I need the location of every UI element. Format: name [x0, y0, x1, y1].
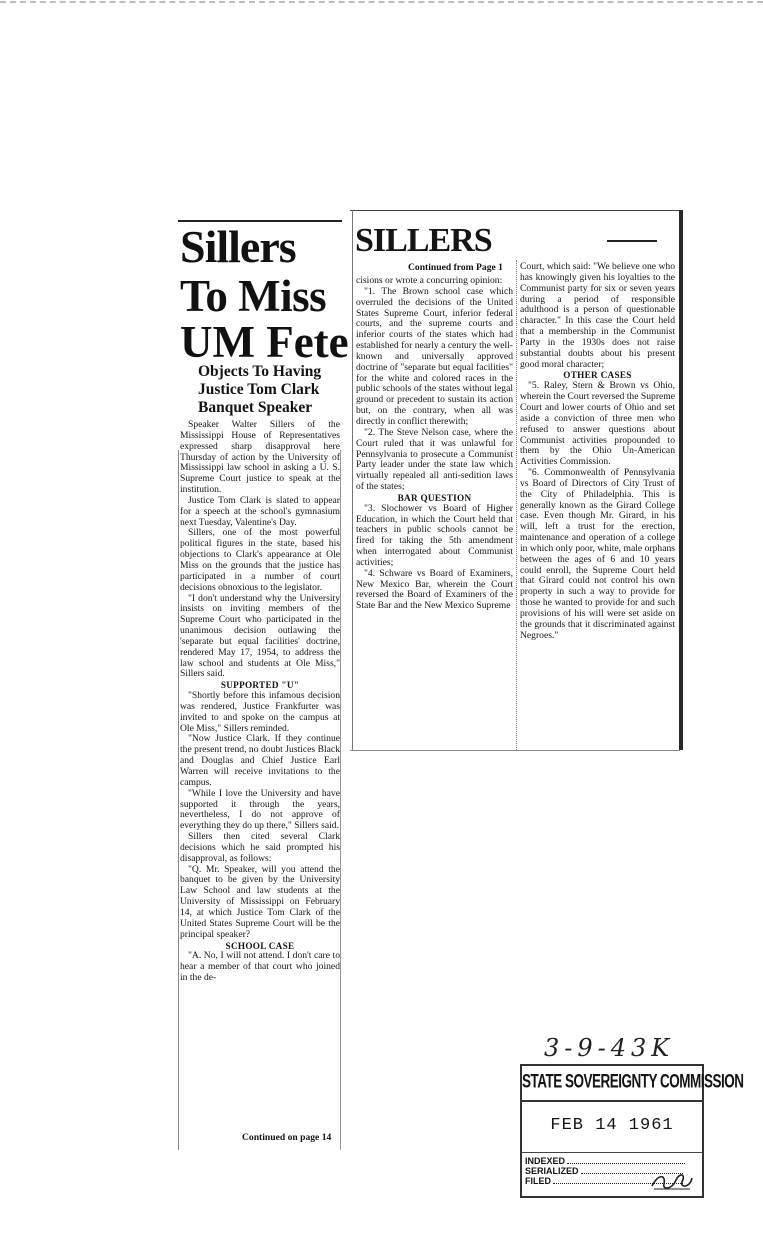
- paragraph: "5. Raley, Stern & Brown vs Ohio, wherein the Court reversed the Supreme Court and lower courts of Ohio and set aside a conviction of three men who refused to answer questions about Communist activities propounded to them by the Ohio Un-American Activities Commission.: [520, 380, 675, 468]
- paragraph: "A. No, I will not attend. I don't care to hear a member of that court who joined in the de-: [180, 950, 340, 984]
- subhead-supported: SUPPORTED "U": [220, 680, 300, 691]
- column-right-rule: [340, 450, 341, 1150]
- paragraph: "Q. Mr. Speaker, will you attend the banquet to be given by the University Law School and law students at the University of Mississippi on February 14, at which Justice Tom Clark of the United States Supreme Court will be the principal speaker?: [180, 863, 340, 940]
- paragraph: Justice Tom Clark is slated to appear for a speech at the school's gymnasium next Tuesday, Valentine's Day.: [180, 494, 340, 528]
- paragraph: "4. Schware vs Board of Examiners, New Mexico Bar, wherein the Court reversed the Board of Examiners of the State Bar and the New Mexico Supreme: [356, 567, 513, 612]
- paragraph: "1. The Brown school case which overruled the decisions of the United States Supreme Court, inferior federal courts, and the supreme courts and inferior courts of the states which had established for nearly a century the well-known and universally approved doctrine of "separate but equal facilities" for the white and colored races in the public schools of the states without legal ground or precedent to sustain its action but, on the contrary, when all was directly in conflict therewith;: [356, 285, 513, 427]
- paragraph: Sillers then cited several Clark decisions which he said prompted his disapproval, as follows:: [180, 831, 340, 864]
- paragraph: "I don't understand why the University insists on inviting members of the Supreme Court who participated in the unanimous decision outlawing the 'separate but equal facilities' doctrine, rendered May 17, 1954, to address the law school and students at Ole Miss," Sillers said.: [180, 592, 340, 680]
- right-news-clipping: [350, 210, 687, 755]
- deck-line-1: Objects To Having: [198, 363, 322, 380]
- subhead-other-cases: OTHER CASES: [563, 370, 632, 381]
- paragraph: "Now Justice Clark. If they continue the present trend, no doubt Justices Black and Douglas and Chief Justice Earl Warren will receive invitations to the campus.: [180, 733, 340, 788]
- column-divider: [516, 260, 517, 750]
- deck-line-3: Banquet Speaker: [198, 399, 313, 416]
- stamp-title: STATE SOVEREIGNTY COMMISSION: [522, 1070, 744, 1092]
- headline-dash: [607, 240, 657, 242]
- headline-line-1: Sillers: [180, 221, 296, 272]
- left-news-clipping: [178, 220, 349, 1158]
- stamp-indexed-label: INDEXED: [525, 1156, 566, 1166]
- subhead-bar-question: BAR QUESTION: [397, 492, 472, 503]
- clipping-left-rule: [352, 210, 353, 750]
- subhead-school-case: SCHOOL CASE: [225, 940, 295, 951]
- initials-scribble: [650, 1170, 694, 1192]
- headline-line-2: To Miss: [180, 271, 327, 321]
- column-left-rule: [178, 450, 179, 1150]
- left-article-body: [180, 420, 340, 984]
- paragraph: "Shortly before this infamous decision was rendered, Justice Frankfurter was invited to and spoke on the campus at Ole Miss," Sillers reminded.: [180, 690, 340, 734]
- continuation-headline: SILLERS: [355, 222, 492, 259]
- stamp-divider: [522, 1100, 702, 1102]
- paragraph: "3. Slochower vs Board of Higher Education, in which the Court held that teachers in public schools cannot be fired for taking the 5th amendment when interrogated about Communist activities;: [356, 502, 513, 568]
- clipping-top-rule: [350, 210, 680, 211]
- paragraph: Speaker Walter Sillers of the Mississippi House of Representatives expressed sharp disapproval here Thursday of action by the University of Mississippi law school in asking a U. S. Supreme Court justice to speak at the institution.: [180, 419, 340, 496]
- right-article-column-2: [520, 262, 675, 642]
- stamp-filed-label: FILED: [525, 1176, 551, 1186]
- stamp-divider: [522, 1152, 702, 1153]
- paragraph: "While I love the University and have supported it through the years, nevertheless, I do not approve of everything they do up there," Sillers said.: [180, 787, 340, 832]
- continued-on-page: Continued on page 14: [242, 1132, 332, 1143]
- handwritten-file-number: 3-9-43K: [544, 1034, 675, 1062]
- paragraph: Sillers, one of the most powerful political figures in the state, based his objections to Clark's appearance at Ole Miss on the grounds that the justice has participated in a number of court decisions obnoxious to the legislator.: [180, 527, 340, 593]
- stamp-date: FEB 14 1961: [550, 1116, 674, 1135]
- paragraph: "2. The Steve Nelson case, where the Court ruled that it was unlawful for Pennsylvania to prosecute a Communist Party leader under the state law which virtually repealed all anti-sedition laws of the states;: [356, 426, 513, 493]
- paragraph: cisions or wrote a concurring opinion:: [356, 275, 503, 286]
- scan-edge-dashes: [0, 1, 763, 6]
- continued-from-page: Continued from Page 1: [408, 262, 503, 273]
- paragraph: Court, which said: "We believe one who has knowingly given his loyalties to the Communist party for six or seven years during a period of responsible adulthood is a person of questionable character." In this case the Court held that a membership in the Communist Party in the 1930s does not raise substantial doubts about his present good moral character;: [520, 261, 675, 370]
- stamp-indexed-line: [525, 1156, 685, 1166]
- right-article-column-1: [356, 276, 513, 612]
- headline-line-3: UM Fete: [180, 317, 349, 367]
- deck-line-2: Justice Tom Clark: [198, 381, 320, 398]
- stamp-serialized-label: SERIALIZED: [525, 1166, 579, 1176]
- clipping-edge-bar: [679, 210, 683, 750]
- clipping-bottom-rule: [350, 750, 680, 751]
- paragraph: "6. Commonwealth of Pennsylvania vs Board of Directors of City Trust of the City of Philadelphia. This is generally known as the Girard College case. Even though Mr. Girard, in his will, left a trust for the erection, maintenance and operation of a college in which only poor, white, male orphans between the ages of 6 and 10 years could enroll, the Supreme Court held that Girard could not control his own property in such a way to provide for those he wanted to provide for and such provisions of his will were set aside on the grounds that it discriminated against Negroes.": [520, 467, 675, 641]
